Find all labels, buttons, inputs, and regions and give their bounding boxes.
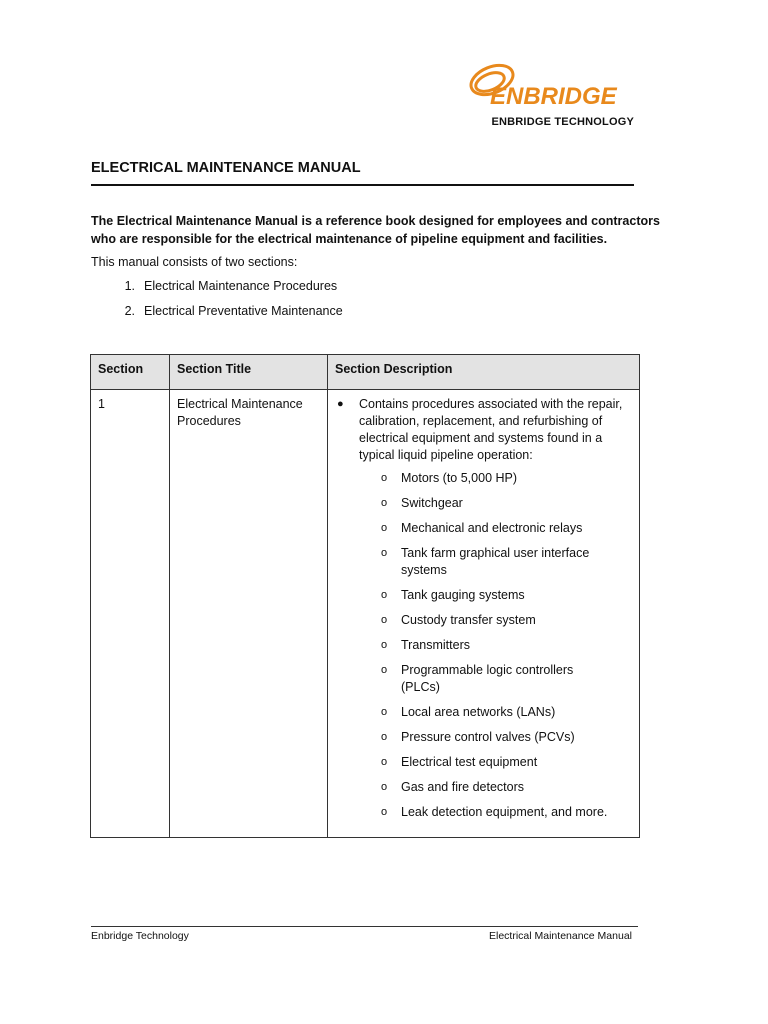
header-section: Section bbox=[91, 355, 170, 390]
list-item-text: Mechanical and electronic relays bbox=[401, 521, 583, 535]
circle-bullet-icon: o bbox=[381, 756, 388, 768]
list-item-text: Programmable logic controllers (PLCs) bbox=[401, 663, 574, 694]
cell-title: Electrical Maintenance Procedures bbox=[170, 390, 328, 838]
list-item bbox=[335, 612, 632, 629]
circle-bullet-icon: o bbox=[381, 472, 388, 484]
cell-section: 1 bbox=[91, 390, 170, 838]
list-item-text: Tank gauging systems bbox=[401, 588, 525, 602]
consists-text: This manual consists of two sections: bbox=[91, 255, 298, 269]
circle-bullet-icon: o bbox=[381, 664, 388, 676]
circle-bullet-icon: o bbox=[381, 781, 388, 793]
list-item-text: Switchgear bbox=[401, 496, 463, 510]
circle-bullet-icon: o bbox=[381, 522, 388, 534]
footer-right-text: Electrical Maintenance Manual bbox=[489, 930, 632, 942]
list-item bbox=[335, 495, 632, 512]
list-item bbox=[335, 662, 632, 696]
list-item bbox=[335, 587, 632, 604]
enbridge-logo bbox=[462, 56, 642, 110]
circle-bullet-icon: o bbox=[381, 806, 388, 818]
table-header-row bbox=[91, 355, 640, 390]
list-item bbox=[335, 729, 632, 746]
list-item bbox=[335, 470, 632, 487]
circle-bullet-icon: o bbox=[381, 497, 388, 509]
circle-bullet-icon: o bbox=[381, 706, 388, 718]
list-item-text: Leak detection equipment, and more. bbox=[401, 805, 608, 819]
list-number: 2. bbox=[124, 304, 135, 318]
cell-description bbox=[328, 390, 640, 838]
list-number: 1. bbox=[124, 279, 135, 293]
description-text: Contains procedures associated with the repair, calibration, replacement, and refurbishing of electrical equipment and systems found in a typical liquid pipeline operation: bbox=[359, 397, 623, 462]
list-item bbox=[335, 545, 632, 579]
list-item bbox=[91, 279, 343, 304]
list-item bbox=[335, 520, 632, 537]
list-item-text: Transmitters bbox=[401, 638, 470, 652]
list-item-text: Custody transfer system bbox=[401, 613, 536, 627]
list-item-text: Electrical test equipment bbox=[401, 755, 538, 769]
circle-bullet-icon: o bbox=[381, 731, 388, 743]
list-item-text: Motors (to 5,000 HP) bbox=[401, 471, 518, 485]
title-divider bbox=[91, 184, 634, 186]
equipment-list bbox=[335, 470, 632, 821]
circle-bullet-icon: o bbox=[381, 614, 388, 626]
circle-bullet-icon: o bbox=[381, 589, 388, 601]
list-item bbox=[335, 804, 632, 821]
list-text: Electrical Maintenance Procedures bbox=[144, 279, 338, 293]
logo-text: ENBRIDGE bbox=[490, 83, 617, 110]
list-text: Electrical Preventative Maintenance bbox=[144, 304, 343, 318]
description-bullet bbox=[335, 396, 632, 464]
table-row bbox=[91, 390, 640, 838]
document-title: ELECTRICAL MAINTENANCE MANUAL bbox=[91, 160, 361, 176]
list-item-text: Local area networks (LANs) bbox=[401, 705, 556, 719]
sections-list bbox=[91, 279, 343, 329]
circle-bullet-icon: o bbox=[381, 547, 388, 559]
sections-table bbox=[90, 354, 640, 838]
list-item-text: Gas and fire detectors bbox=[401, 780, 524, 794]
list-item bbox=[91, 304, 343, 329]
circle-bullet-icon: o bbox=[381, 639, 388, 651]
list-item bbox=[335, 637, 632, 654]
bullet-icon: ● bbox=[337, 398, 344, 410]
list-item bbox=[335, 754, 632, 771]
footer-left-text: Enbridge Technology bbox=[91, 930, 189, 942]
list-item-text: Tank farm graphical user interface systems bbox=[401, 546, 590, 577]
header-section-description: Section Description bbox=[328, 355, 640, 390]
footer-divider bbox=[91, 926, 638, 927]
list-item bbox=[335, 779, 632, 796]
header-section-title: Section Title bbox=[170, 355, 328, 390]
list-item bbox=[335, 704, 632, 721]
header-subtitle: ENBRIDGE TECHNOLOGY bbox=[491, 116, 634, 128]
list-item-text: Pressure control valves (PCVs) bbox=[401, 730, 575, 744]
intro-paragraph: The Electrical Maintenance Manual is a reference book designed for employees and contractors who are responsible for the electrical maintenance of pipeline equipment and facilities. bbox=[91, 214, 660, 246]
